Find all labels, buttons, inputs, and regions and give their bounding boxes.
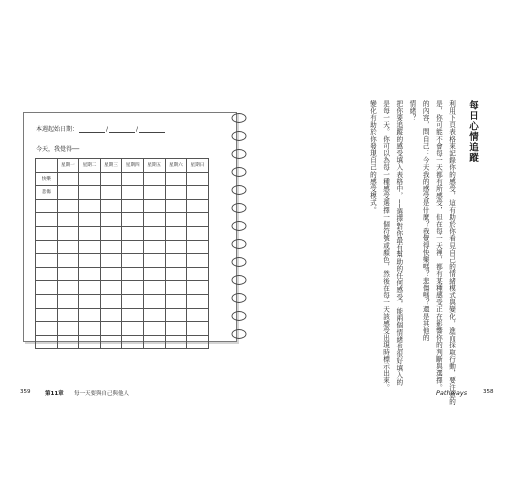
table-cell: [165, 322, 187, 336]
table-row: [36, 172, 209, 186]
table-cell: [143, 254, 165, 268]
table-cell: [122, 335, 144, 349]
table-cell: [79, 213, 101, 227]
table-cell: [57, 226, 79, 240]
table-row: [36, 281, 209, 295]
row-label-cell: 快樂: [36, 172, 58, 186]
table-cell: [57, 199, 79, 213]
table-cell: [143, 213, 165, 227]
table-cell: [122, 254, 144, 268]
table-cell: [122, 308, 144, 322]
table-cell: [165, 213, 187, 227]
table-cell: [143, 335, 165, 349]
table-cell: [122, 186, 144, 200]
table-cell: [122, 281, 144, 295]
start-date-label: 本週起始日期：: [36, 126, 79, 133]
table-cell: [100, 294, 122, 308]
table-header-cell: [36, 159, 58, 173]
table-cell: [187, 322, 209, 336]
table-cell: [187, 213, 209, 227]
table-cell: [79, 294, 101, 308]
table-row: [36, 240, 209, 254]
table-header-cell: 星期日: [187, 159, 209, 173]
table-cell: [122, 213, 144, 227]
table-cell: [165, 199, 187, 213]
table-header-cell: 星期四: [122, 159, 144, 173]
table-cell: [57, 322, 79, 336]
table-cell: [79, 308, 101, 322]
table-cell: [187, 267, 209, 281]
date-separator: /: [136, 126, 139, 133]
table-cell: [57, 213, 79, 227]
table-cell: [122, 240, 144, 254]
table-cell: [57, 308, 79, 322]
table-header-row: [36, 159, 209, 173]
feeling-prompt: 今天，我覺得──: [36, 146, 80, 153]
table-cell: [79, 267, 101, 281]
table-cell: [165, 335, 187, 349]
table-cell: [100, 213, 122, 227]
row-label-cell: [36, 281, 58, 295]
table-cell: [57, 267, 79, 281]
table-cell: [122, 199, 144, 213]
table-cell: [165, 281, 187, 295]
table-header-cell: 星期一: [57, 159, 79, 173]
row-label-cell: [36, 254, 58, 268]
table-cell: [122, 322, 144, 336]
table-cell: [79, 281, 101, 295]
body-text-line: 變化有助於你發現自己的感受模式。: [368, 100, 377, 214]
table-body: [36, 172, 209, 349]
row-label-cell: [36, 213, 58, 227]
table-cell: [143, 199, 165, 213]
table-cell: [100, 267, 122, 281]
left-page-number: 359: [20, 389, 31, 395]
section-heading: 每日心情追蹤: [467, 100, 478, 163]
table-cell: [100, 308, 122, 322]
body-text-line: 的內容，問自己：今天我的感受是什麼？我覺得快樂嗎？悲傷嗎？還是其他的: [421, 100, 430, 342]
table-row: [36, 199, 209, 213]
table-cell: [100, 322, 122, 336]
running-head-book: Pathways: [436, 389, 468, 397]
row-label-cell: [36, 308, 58, 322]
table-cell: [187, 240, 209, 254]
table-header-cell: 星期二: [79, 159, 101, 173]
table-cell: [143, 267, 165, 281]
table-cell: [187, 199, 209, 213]
table-cell: [122, 294, 144, 308]
table-cell: [143, 322, 165, 336]
body-text-line: 利用下頁表格來記錄你的感受，這有助於你看見自己的情緒模式與變化，進而採取行動，要注意的: [447, 100, 456, 406]
table-cell: [100, 172, 122, 186]
table-cell: [187, 281, 209, 295]
table-cell: [57, 254, 79, 268]
table-cell: [100, 254, 122, 268]
table-row: [36, 254, 209, 268]
table-row: [36, 308, 209, 322]
table-cell: [143, 240, 165, 254]
table-cell: [100, 335, 122, 349]
date-blank-year: [139, 126, 165, 133]
row-label-cell: [36, 322, 58, 336]
table-cell: [187, 308, 209, 322]
row-label-cell: [36, 240, 58, 254]
table-header-cell: 星期三: [100, 159, 122, 173]
table-cell: [79, 172, 101, 186]
table-cell: [57, 240, 79, 254]
table-cell: [57, 294, 79, 308]
row-label-cell: [36, 226, 58, 240]
table-row: [36, 226, 209, 240]
table-row: [36, 335, 209, 349]
table-cell: [165, 267, 187, 281]
table-header-cell: 星期六: [165, 159, 187, 173]
table-cell: [57, 172, 79, 186]
table-row: [36, 267, 209, 281]
table-cell: [57, 281, 79, 295]
table-cell: [143, 172, 165, 186]
table-cell: [57, 186, 79, 200]
table-cell: [79, 322, 101, 336]
table-cell: [57, 335, 79, 349]
table-cell: [187, 186, 209, 200]
table-cell: [100, 281, 122, 295]
table-cell: [79, 240, 101, 254]
body-text-line: 是每一天。你可以為每一種感受選擇一個符號或顏色，然後在每一天該感受出現時標示出來。: [381, 100, 390, 392]
table-cell: [165, 186, 187, 200]
table-row: [36, 322, 209, 336]
row-label-cell: [36, 199, 58, 213]
table-header-cell: 星期五: [143, 159, 165, 173]
table-cell: [187, 172, 209, 186]
chapter-label: 第11章: [45, 391, 64, 397]
row-label-cell: [36, 335, 58, 349]
table-cell: [165, 254, 187, 268]
table-cell: [143, 294, 165, 308]
table-row: [36, 213, 209, 227]
chapter-title: 每一天要與自己與他人: [74, 391, 130, 397]
table-cell: [79, 199, 101, 213]
table-row: [36, 186, 209, 200]
table-cell: [79, 186, 101, 200]
table-cell: [143, 281, 165, 295]
table-cell: [165, 308, 187, 322]
body-text-line: 把你要追蹤的感受填入表格中，──選擇對你最有幫助的任何感受，能兩個情緒也很好填入的: [394, 100, 403, 386]
table-cell: [100, 199, 122, 213]
table-cell: [122, 226, 144, 240]
table-cell: [165, 240, 187, 254]
row-label-cell: [36, 294, 58, 308]
table-cell: [165, 294, 187, 308]
table-cell: [143, 186, 165, 200]
table-cell: [100, 186, 122, 200]
table-cell: [100, 240, 122, 254]
date-blank-day: [109, 126, 135, 133]
table-cell: [165, 226, 187, 240]
right-page-number: 358: [483, 389, 494, 395]
body-text-line: 是，你可能不會每一天都有所感受，但在每一天裡，都有某種感受正在影響你的判斷與選擇。: [434, 100, 443, 392]
table-cell: [79, 335, 101, 349]
body-text-line: 情緒？: [407, 100, 416, 122]
table-cell: [143, 226, 165, 240]
table-cell: [122, 172, 144, 186]
mood-tracker-table: [35, 158, 209, 349]
table-cell: [187, 294, 209, 308]
table-cell: [143, 308, 165, 322]
week-start-date-line: [36, 124, 166, 133]
table-cell: [79, 254, 101, 268]
table-cell: [187, 226, 209, 240]
table-cell: [187, 254, 209, 268]
row-label-cell: [36, 267, 58, 281]
row-label-cell: 悲傷: [36, 186, 58, 200]
date-separator: /: [106, 126, 109, 133]
date-blank-month: [79, 126, 105, 133]
spiral-binding-icon: [230, 108, 252, 344]
table-cell: [79, 226, 101, 240]
table-cell: [122, 267, 144, 281]
table-cell: [187, 335, 209, 349]
table-row: [36, 294, 209, 308]
table-cell: [100, 226, 122, 240]
table-cell: [165, 172, 187, 186]
